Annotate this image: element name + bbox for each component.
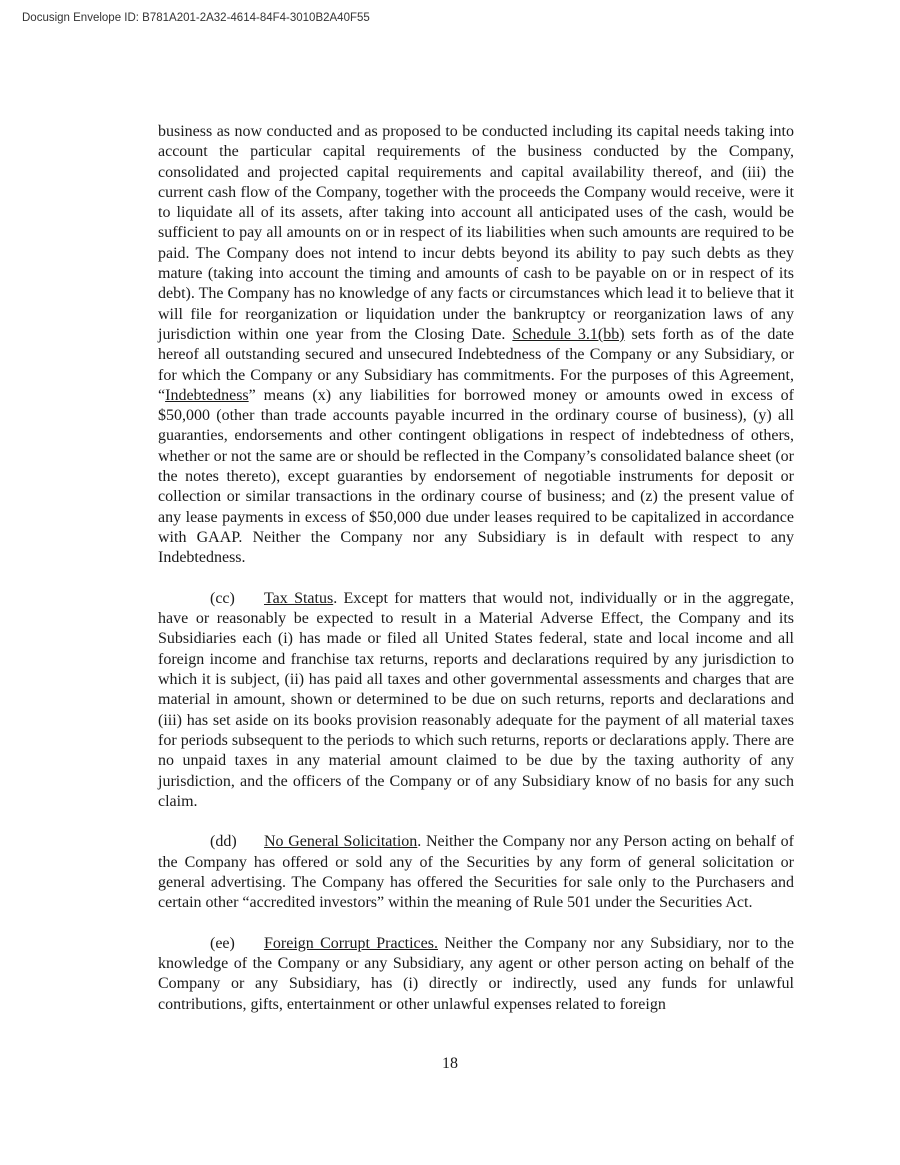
section-heading: No General Solicitation [264,833,418,851]
envelope-id: Docusign Envelope ID: B781A201-2A32-4614-84F4-3010B2A40F55 [22,12,370,24]
section-body: Neither the Company nor any Subsidiary, nor to the knowledge of the Company or any Subsidiary, any agent or other person acting on behalf of the Company or any Subsidiary, has (i) directly or indirectly, used any funds for unlawful contributions, gifts, entertainment or other unlawful expenses related to foreign [158,934,795,1013]
paragraph-indebtedness [158,122,794,569]
section-body: . Except for matters that would not, individually or in the aggregate, have or reasonably be expected to result in a Material Adverse Effect, the Company and its Subsidiaries each (i) has made or filed all United States federal, state and local income and all foreign income and franchise tax returns, reports and declarations required by any jurisdiction to which it is subject, (ii) has paid all taxes and other governmental assessments and charges that are material in amount, shown or determined to be due on such returns, reports and declarations and (iii) has set aside on its books provision reasonably adequate for the payment of all material taxes for periods subsequent to the periods to which such returns, reports or declarations apply. There are no unpaid taxes in any material amount claimed to be due by the taxing authority of any jurisdiction, and the officers of the Company or of any Subsidiary know of no basis for any such claim. [158,589,795,810]
document-body [158,122,794,1035]
section-no-general-solicitation [158,832,794,913]
defined-term-indebtedness: Indebtedness [165,386,249,404]
section-heading: Tax Status [264,589,334,607]
paragraph-text: ” means (x) any liabilities for borrowed money or amounts owed in excess of $50,000 (other than trade accounts payable incurred in the ordinary course of business), (y) all guaranties, endorsements and other contingent obligations in respect of indebtedness of others, whether or not the same are or should be reflected in the Company’s consolidated balance sheet (or the notes thereto), except guaranties by endorsement of negotiable instruments for deposit or collection or similar transactions in the ordinary course of business; and (z) the present value of any lease payments in excess of $50,000 due under leases required to be capitalized in accordance with GAAP. Neither the Company nor any Subsidiary is in default with respect to any Indebtedness. [158,386,794,567]
section-number: (dd) [210,833,237,851]
schedule-reference: Schedule 3.1(bb) [512,325,625,343]
section-number: (ee) [210,934,235,952]
section-foreign-corrupt-practices [158,934,794,1015]
section-tax-status [158,589,794,812]
section-number: (cc) [210,589,235,607]
paragraph-text: sets forth as of the date hereof all outstanding secured and unsecured Indebtedness of the Company or any Subsidiary, or for which the Company or any Subsidiary has commitments. For the purposes of this Agreement, “ [158,325,795,404]
paragraph-text: business as now conducted and as proposed to be conducted including its capital needs taking into account the particular capital requirements of the business conducted by the Company, consolidated and projected capital requirements and capital availability thereof, and (iii) the current cash flow of the Company, together with the proceeds the Company would receive, were it to liquidate all of its assets, after taking into account all anticipated uses of the cash, would be sufficient to pay all amounts on or in respect of its liabilities when such amounts are required to be paid. The Company does not intend to incur debts beyond its ability to pay such debts as they mature (taking into account the timing and amounts of cash to be payable on or in respect of its debt). The Company has no knowledge of any facts or circumstances which lead it to believe that it will file for reorganization or liquidation under the bankruptcy or reorganization laws of any jurisdiction within one year from the Closing Date. [158,123,794,343]
section-body: . Neither the Company nor any Person acting on behalf of the Company has offered or sold any of the Securities by any form of general solicitation or general advertising. The Company has offered the Securities for sale only to the Purchasers and certain other “accredited investors” within the meaning of Rule 501 under the Securities Act. [158,833,794,912]
page-number: 18 [442,1055,458,1072]
section-heading: Foreign Corrupt Practices. [264,934,438,952]
